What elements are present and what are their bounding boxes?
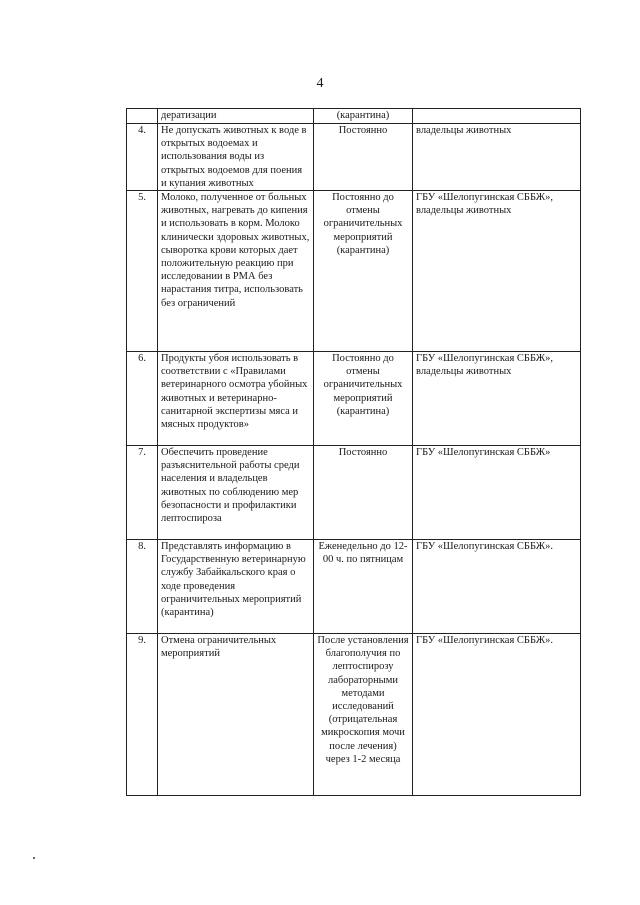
row-number: 5. — [127, 191, 158, 352]
measure-text: Обеспечить проведение разъяснительной работы среди населения и владельцев животных по соблюдению мер безопасности и профилактики лептоспироза — [158, 446, 314, 540]
measure-text: Отмена ограничительных мероприятий — [158, 634, 314, 796]
term-text: Постоянно до отмены ограничительных мероприятий (карантина) — [314, 191, 413, 352]
table-row — [127, 446, 581, 540]
row-number: 8. — [127, 540, 158, 634]
responsible-text: ГБУ «Шелопугинская СББЖ» — [413, 446, 581, 540]
term-text: Постоянно — [314, 446, 413, 540]
responsible-text: ГБУ «Шелопугинская СББЖ». — [413, 634, 581, 796]
term-text: Постоянно до отмены ограничительных мероприятий (карантина) — [314, 352, 413, 446]
table-row — [127, 352, 581, 446]
responsible-text: ГБУ «Шелопугинская СББЖ», владельцы животных — [413, 191, 581, 352]
table-row — [127, 124, 581, 191]
responsible-text: ГБУ «Шелопугинская СББЖ». — [413, 540, 581, 634]
table-row — [127, 540, 581, 634]
measure-text: Молоко, полученное от больных животных, нагревать до кипения и использовать в корм. Молоко клинически здоровых животных, сыворотка крови которых дает положительную реакцию при исследовании в РМА без нарастания титра, использовать без ограничений — [158, 191, 314, 352]
term-text: Постоянно — [314, 124, 413, 191]
measure-text: Не допускать животных к воде в открытых водоемах и использования воды из открытых водоемов для поения и купания животных — [158, 124, 314, 191]
term-text: Еженедельно до 12-00 ч. по пятницам — [314, 540, 413, 634]
scan-speck — [33, 857, 35, 859]
term-text: После установления благополучия по лептоспирозу лабораторными методами исследований (отрицательная микроскопия мочи после лечения) через 1-2 месяца — [314, 634, 413, 796]
page-number: 4 — [316, 76, 324, 91]
row-number — [127, 109, 158, 124]
responsible-text — [413, 109, 581, 124]
row-number: 6. — [127, 352, 158, 446]
table-row — [127, 109, 581, 124]
row-number: 9. — [127, 634, 158, 796]
measures-table — [126, 108, 581, 796]
term-text: (карантина) — [314, 109, 413, 124]
responsible-text: владельцы животных — [413, 124, 581, 191]
measure-text: дератизации — [158, 109, 314, 124]
table-row — [127, 634, 581, 796]
measure-text: Продукты убоя использовать в соответствии с «Правилами ветеринарного осмотра убойных животных и ветеринарно-санитарной экспертизы мяса и мясных продуктов» — [158, 352, 314, 446]
row-number: 7. — [127, 446, 158, 540]
responsible-text: ГБУ «Шелопугинская СББЖ», владельцы животных — [413, 352, 581, 446]
row-number: 4. — [127, 124, 158, 191]
measure-text: Представлять информацию в Государственную ветеринарную службу Забайкальского края о ходе проведения ограничительных мероприятий (карантина) — [158, 540, 314, 634]
table-row — [127, 191, 581, 352]
